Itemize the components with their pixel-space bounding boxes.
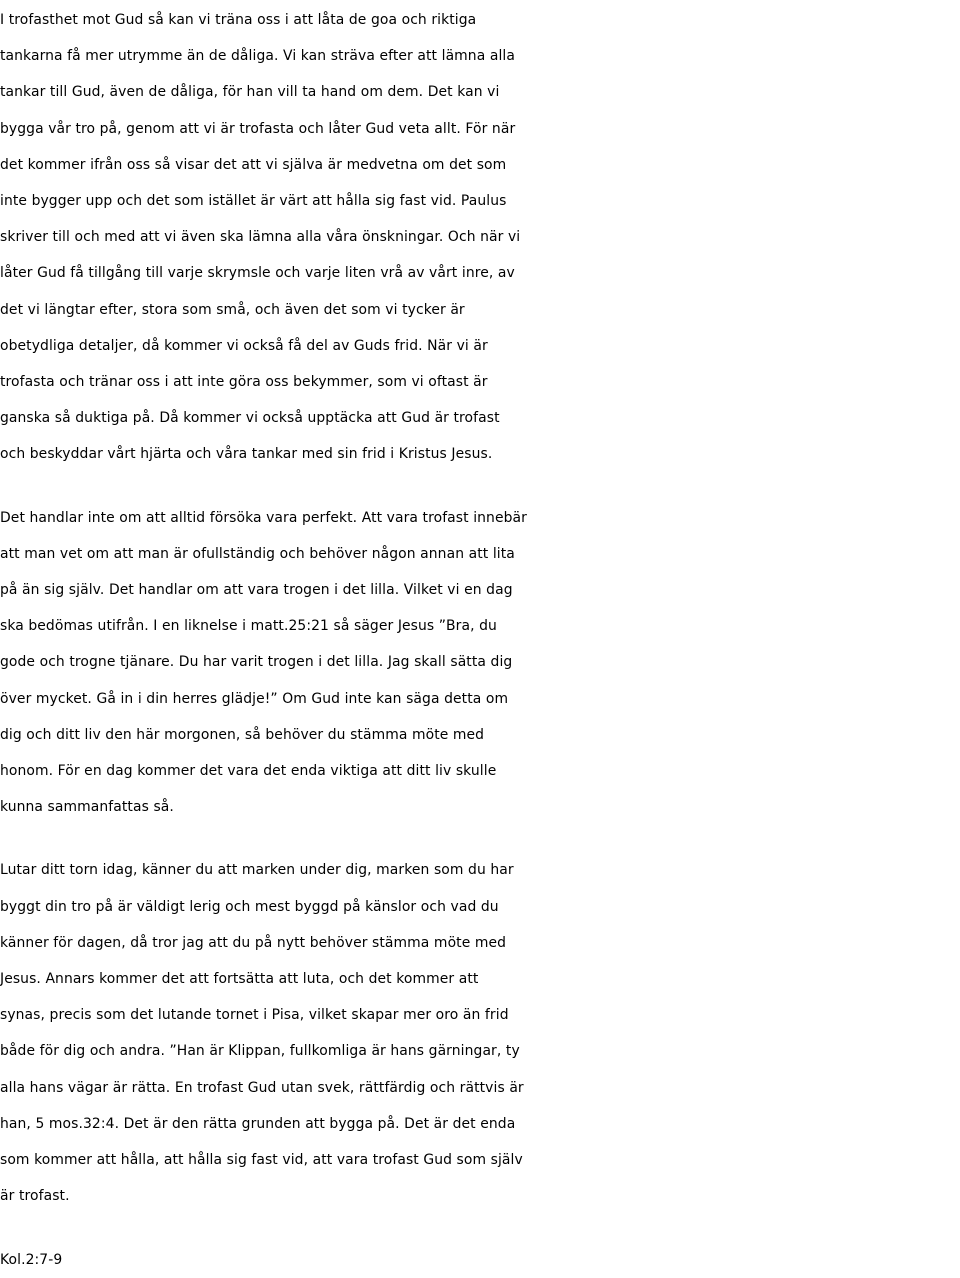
text-line: det kommer ifrån oss så visar det att vi själva är medvetna om det som (0, 156, 507, 173)
text-line: kunna sammanfattas så. (0, 799, 174, 816)
text-line: över mycket. Gå in i din herres glädje!” Om Gud inte kan säga detta om (0, 690, 509, 707)
text-line: I trofasthet mot Gud så kan vi träna oss i att låta de goa och riktiga (0, 12, 477, 28)
text-line: honom. För en dag kommer det vara det enda viktiga att ditt liv skulle (0, 763, 497, 780)
text-line: känner för dagen, då tror jag att du på nytt behöver stämma möte med (0, 934, 507, 951)
text-line: han, 5 mos.32:4. Det är den rätta grunden att bygga på. Det är det enda (0, 1115, 516, 1132)
text-line: bygga vår tro på, genom att vi är trofasta och låter Gud veta allt. För när (0, 120, 516, 137)
bible-reference: Kol.2:7-9 (0, 1251, 63, 1268)
text-line: ska bedömas utifrån. I en liknelse i matt.25:21 så säger Jesus ”Bra, du (0, 618, 497, 635)
text-line: som kommer att hålla, att hålla sig fast vid, att vara trofast Gud som själv (0, 1152, 523, 1169)
text-line: tankar till Gud, även de dåliga, för han vill ta hand om dem. Det kan vi (0, 84, 500, 101)
text-line: det vi längtar efter, stora som små, och även det som vi tycker är (0, 301, 465, 318)
text-line: Jesus. Annars kommer det att fortsätta att luta, och det kommer att (0, 971, 479, 988)
text-line: byggt din tro på är väldigt lerig och mest byggd på känslor och vad du (0, 898, 499, 915)
text-line: Lutar ditt torn idag, känner du att marken under dig, marken som du har (0, 862, 514, 879)
text-line: är trofast. (0, 1188, 70, 1205)
text-line: obetydliga detaljer, då kommer vi också få del av Guds frid. När vi är (0, 337, 488, 354)
text-line: på än sig själv. Det handlar om att vara trogen i det lilla. Vilket vi en dag (0, 582, 513, 599)
text-line: och beskyddar vårt hjärta och våra tankar med sin frid i Kristus Jesus. (0, 446, 493, 463)
paragraph-2 (0, 500, 960, 826)
text-line: skriver till och med att vi även ska lämna alla våra önskningar. Och när vi (0, 229, 521, 246)
text-line: Det handlar inte om att alltid försöka vara perfekt. Att vara trofast innebär (0, 509, 527, 526)
text-line: gode och trogne tjänare. Du har varit trogen i det lilla. Jag skall sätta dig (0, 654, 513, 671)
paragraph-1 (0, 2, 960, 473)
text-line: låter Gud få tillgång till varje skrymsle och varje liten vrå av vårt inre, av (0, 265, 515, 282)
text-line: både för dig och andra. ”Han är Klippan, fullkomliga är hans gärningar, ty (0, 1043, 520, 1060)
text-line: inte bygger upp och det som istället är värt att hålla sig fast vid. Paulus (0, 193, 507, 210)
text-line: trofasta och tränar oss i att inte göra oss bekymmer, som vi oftast är (0, 374, 488, 391)
text-line: ganska så duktiga på. Då kommer vi också upptäcka att Gud är trofast (0, 410, 500, 427)
text-line: tankarna få mer utrymme än de dåliga. Vi kan sträva efter att lämna alla (0, 48, 515, 65)
text-line: synas, precis som det lutande tornet i Pisa, vilket skapar mer oro än frid (0, 1007, 509, 1024)
paragraph-3 (0, 852, 960, 1214)
paragraph-reference (0, 1242, 960, 1278)
text-line: att man vet om att man är ofullständig och behöver någon annan att lita (0, 545, 515, 562)
text-line: dig och ditt liv den här morgonen, så behöver du stämma möte med (0, 726, 485, 743)
text-line: alla hans vägar är rätta. En trofast Gud utan svek, rättfärdig och rättvis är (0, 1079, 524, 1096)
